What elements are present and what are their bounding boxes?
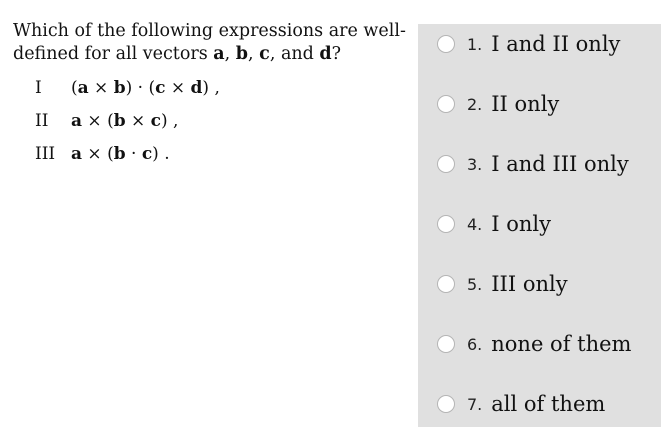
question-text (13, 20, 408, 66)
expr-vector: c (150, 111, 162, 131)
answer-option-4[interactable] (418, 204, 661, 244)
radio-button[interactable] (437, 35, 455, 53)
expr-vector: c (141, 144, 153, 164)
expr-part: × (88, 78, 114, 98)
option-number: 1. (467, 34, 483, 54)
separator: , (224, 44, 236, 64)
vector-b: b (235, 44, 249, 64)
question-line-1: Which of the following expressions are well- (13, 21, 406, 41)
expression-list (13, 78, 408, 177)
expression-item (13, 78, 408, 111)
question-line-2: defined for all vectors (13, 44, 214, 64)
expr-vector: b (113, 144, 126, 164)
option-number: 5. (467, 274, 483, 294)
question (13, 20, 408, 177)
radio-button[interactable] (437, 215, 455, 233)
expr-part: ) , (161, 111, 179, 131)
option-label: I and II only (491, 32, 621, 56)
roman-numeral: I (35, 78, 42, 98)
expr-vector: a (71, 111, 83, 131)
vector-c: c (259, 44, 270, 64)
expr-part: ) , (202, 78, 220, 98)
roman-numeral: II (35, 111, 49, 131)
separator: , (248, 44, 260, 64)
expr-vector: b (113, 111, 126, 131)
answer-option-7[interactable] (418, 384, 661, 424)
option-label: I only (491, 212, 551, 236)
expr-vector: d (190, 78, 203, 98)
answer-options-panel (418, 24, 661, 427)
expr-vector: b (113, 78, 126, 98)
separator: , and (269, 44, 320, 64)
expr-part: · (125, 144, 142, 164)
expression (71, 78, 220, 98)
roman-numeral: III (35, 144, 56, 164)
radio-button[interactable] (437, 335, 455, 353)
vector-d: d (319, 44, 332, 64)
expr-part: × ( (82, 144, 114, 164)
option-number: 4. (467, 214, 483, 234)
radio-button[interactable] (437, 275, 455, 293)
answer-option-1[interactable] (418, 24, 661, 64)
option-label: III only (491, 272, 568, 296)
radio-button[interactable] (437, 155, 455, 173)
expr-part: ) · ( (125, 78, 156, 98)
expr-part: × ( (82, 111, 114, 131)
radio-button[interactable] (437, 95, 455, 113)
answer-option-2[interactable] (418, 84, 661, 124)
answer-option-6[interactable] (418, 324, 661, 364)
expression-item (13, 111, 408, 144)
option-number: 3. (467, 154, 483, 174)
option-number: 6. (467, 334, 483, 354)
expr-part: ) . (152, 144, 170, 164)
expr-vector: a (71, 144, 83, 164)
expr-part: × (165, 78, 191, 98)
question-mark: ? (331, 44, 342, 64)
option-label: I and III only (491, 152, 629, 176)
expression-item (13, 144, 408, 177)
expr-part: ( (71, 78, 78, 98)
radio-button[interactable] (437, 395, 455, 413)
vector-a: a (213, 44, 225, 64)
option-label: none of them (491, 332, 632, 356)
option-number: 2. (467, 94, 483, 114)
option-label: all of them (491, 392, 606, 416)
expression (71, 144, 170, 164)
expr-vector: a (77, 78, 89, 98)
option-number: 7. (467, 394, 483, 414)
expr-part: × (125, 111, 151, 131)
answer-option-3[interactable] (418, 144, 661, 184)
expr-vector: c (155, 78, 166, 98)
answer-option-5[interactable] (418, 264, 661, 304)
option-label: II only (491, 92, 560, 116)
expression (71, 111, 178, 131)
